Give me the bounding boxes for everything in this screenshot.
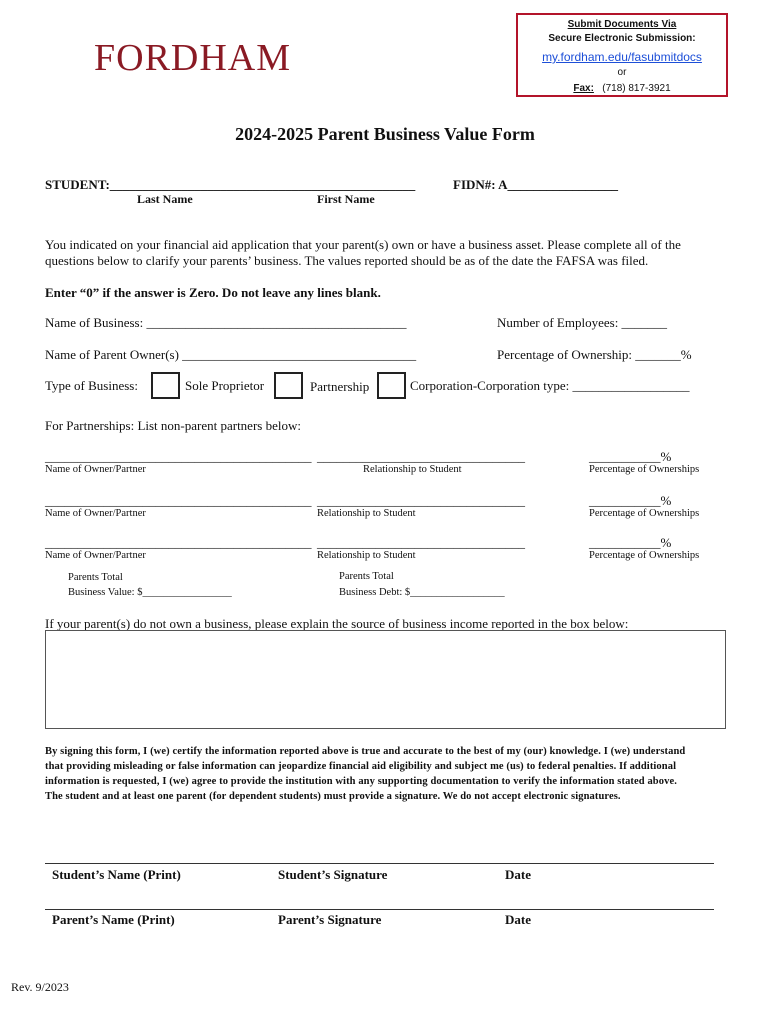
partnership-label: Partnership [310,379,370,394]
parent-signature-label: Parent’s Signature [278,912,382,927]
submit-documents-box [516,13,728,97]
parent-date-label: Date [505,912,531,927]
parent-owners-field[interactable]: Name of Parent Owner(s) ____________________________________ [45,347,417,362]
sole-proprietor-label: Sole Proprietor [185,378,265,393]
certification-line-4: The student and at least one parent (for dependent students) must provide a signature. We do not accept electronic signatures. [45,791,621,802]
parent-signature-line[interactable] [45,909,714,910]
partner-3-name-field[interactable]: _________________________________________ [45,535,312,550]
business-value-field[interactable]: Business Value: $_________________ [68,587,232,598]
partner-2-percent-field[interactable]: ___________% [589,493,672,508]
certification-line-2: that providing misleading or false information can jeopardize financial aid eligibility and subject me (us) to federal penalties. If additional [45,761,677,772]
partner-1-percent-field[interactable]: ___________% [589,449,672,464]
partner-2-relationship-field[interactable]: ________________________________ [317,493,525,508]
fax-label: Fax: [573,83,594,94]
partner-2-relationship-label: Relationship to Student [317,508,416,519]
certification-line-1: By signing this form, I (we) certify the information reported above is true and accurate to the best of my (our) knowledge. I (we) understand [45,746,686,757]
employees-field[interactable]: Number of Employees: _______ [497,315,668,330]
partner-1-relationship-field[interactable]: ________________________________ [317,449,525,464]
form-title: 2024-2025 Parent Business Value Form [235,124,535,144]
enter-zero-instruction: Enter “0” if the answer is Zero. Do not leave any lines blank. [45,285,381,300]
partnership-checkbox[interactable] [274,372,303,399]
business-debt-field[interactable]: Business Debt: $__________________ [339,587,505,598]
or-text: or [617,67,627,78]
certification-text [45,744,730,804]
corporation-type-field[interactable]: Corporation-Corporation type: __________________ [410,378,690,393]
submit-url-link[interactable]: my.fordham.edu/fasubmitdocs [542,50,702,64]
parents-total-debt-label: Parents Total [339,571,394,582]
parents-total-value-label: Parents Total [68,572,123,583]
partner-3-percent-label: Percentage of Ownerships [589,550,700,561]
partners-heading: For Partnerships: List non-parent partners below: [45,418,301,433]
student-name-field[interactable]: STUDENT:_______________________________________________ [45,177,416,192]
fidn-field[interactable]: FIDN#: A_________________ [453,177,619,192]
revision-label: Rev. 9/2023 [11,980,69,994]
last-name-label: Last Name [137,192,193,206]
first-name-label: First Name [317,192,375,206]
partner-2-name-label: Name of Owner/Partner [45,508,146,519]
partner-1-relationship-label: Relationship to Student [363,464,462,475]
student-date-label: Date [505,867,531,882]
partner-3-relationship-field[interactable]: ________________________________ [317,535,525,550]
partner-1-percent-label: Percentage of Ownerships [589,464,700,475]
submit-subheading: Secure Electronic Submission: [548,33,696,44]
explanation-textbox[interactable] [45,630,726,729]
intro-line-1: You indicated on your financial aid application that your parent(s) own or have a business asset. Please complete all of the [45,237,681,252]
fax-line [518,82,726,96]
partner-1-name-field[interactable]: _________________________________________ [45,449,312,464]
explain-prompt: If your parent(s) do not own a business, please explain the source of business income reported in the box below: [45,616,629,631]
parent-name-print-label: Parent’s Name (Print) [52,912,175,927]
student-signature-line[interactable] [45,863,714,864]
fordham-logo: FORDHAM [94,37,292,79]
student-name-print-label: Student’s Name (Print) [52,867,181,882]
sole-proprietor-checkbox[interactable] [151,372,180,399]
partner-2-percent-label: Percentage of Ownerships [589,508,700,519]
fax-number: (718) 817-3921 [602,83,671,94]
business-name-field[interactable]: Name of Business: ________________________________________ [45,315,407,330]
business-type-label: Type of Business: [45,378,138,393]
submit-heading: Submit Documents Via [567,19,677,30]
certification-line-3: information is requested, I (we) agree to provide the institution with any supporting documentation to verify the information stated above. [45,776,677,787]
ownership-percent-field[interactable]: Percentage of Ownership: _______% [497,347,692,362]
partner-1-name-label: Name of Owner/Partner [45,464,146,475]
partner-2-name-field[interactable]: _________________________________________ [45,493,312,508]
partner-3-relationship-label: Relationship to Student [317,550,416,561]
partner-3-name-label: Name of Owner/Partner [45,550,146,561]
student-signature-label: Student’s Signature [278,867,388,882]
intro-line-2: questions below to clarify your parents’ business. The values reported should be as of the date the FAFSA was filed. [45,253,649,268]
corporation-checkbox[interactable] [377,372,406,399]
partner-3-percent-field[interactable]: ___________% [589,535,672,550]
